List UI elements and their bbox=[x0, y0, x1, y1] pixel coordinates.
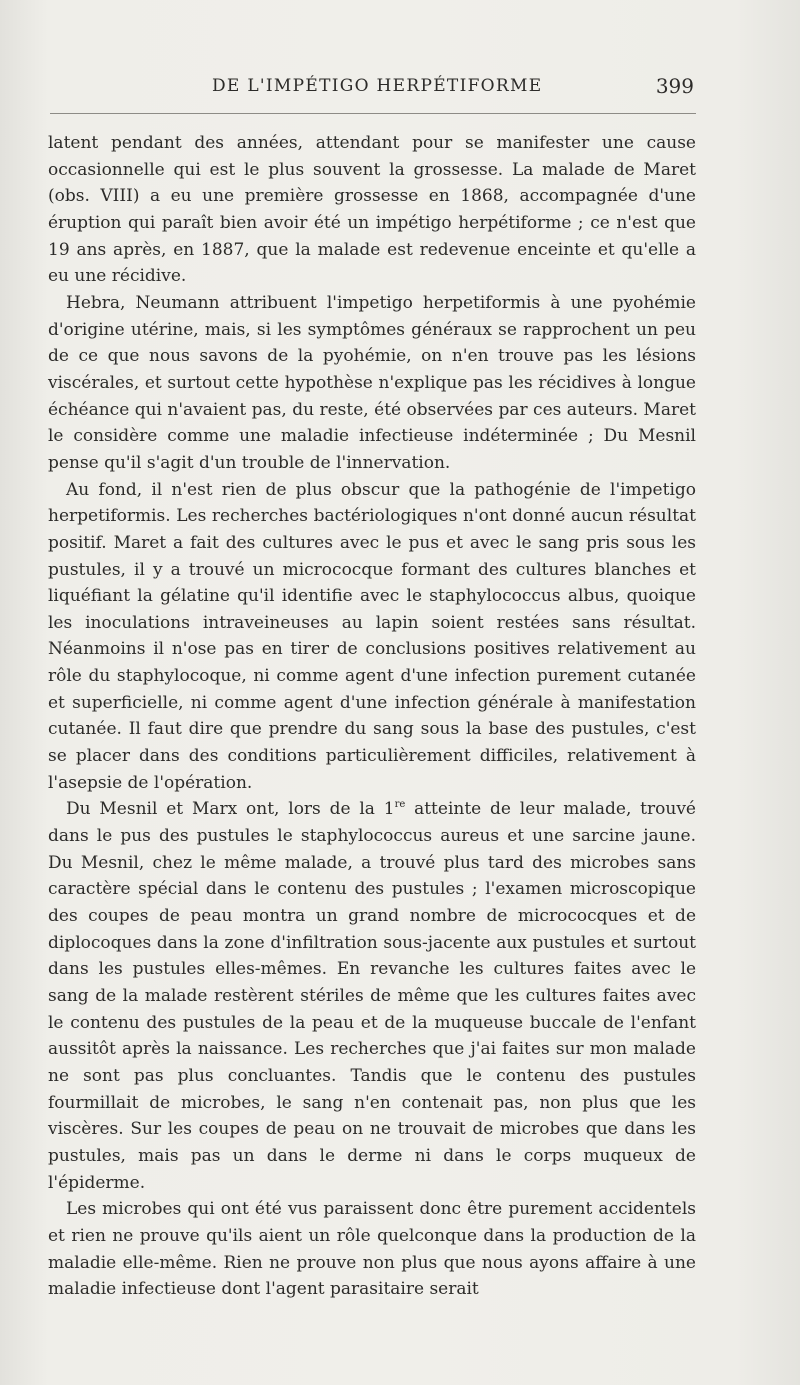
paragraph-2: Hebra, Neumann attribuent l'impetigo herpetiformis à une pyohémie d'origine utérine, mais, si les symptômes généraux se rapprochent un peu de ce que nous savons de la pyohémie, on n'en trouve pas les lésions viscérales, et surtout cette hypothèse n'explique pas les récidives à longue échéance qui n'avaient pas, du reste, été observées par ces auteurs. Maret le considère comme une maladie infectieuse indéterminée ; Du Mesnil pense qu'il s'agit d'un trouble de l'innervation. bbox=[48, 292, 696, 473]
header-rule bbox=[50, 113, 696, 114]
paragraph-3: Au fond, il n'est rien de plus obscur que la pathogénie de l'impetigo herpetiformis. Les recherches bactériologiques n'ont donné aucun résultat positif. Maret a fait des cultures avec le pus et avec le sang pris sous les pustules, il y a trouvé un micrococque formant des cultures blanches et liquéfiant la gélatine qu'il identifie avec le staphylococcus albus, quoique les inoculations intraveineuses au lapin soient restées sans résultat. Néanmoins il n'ose pas en tirer de conclusions positives relativement au rôle du staphylocoque, ni comme agent d'une infection purement cutanée et superficielle, ni comme agent d'une infection générale à manifestation cutanée. Il faut dire que prendre du sang sous la base des pustules, c'est se placer dans des conditions particulièrement difficiles, relativement à l'asepsie de l'opération. bbox=[48, 479, 696, 793]
page-header bbox=[48, 74, 694, 104]
ordinal-superscript: re bbox=[394, 799, 406, 811]
paragraph-5: Les microbes qui ont été vus paraissent donc être purement accidentels et rien ne prouve qu'ils aient un rôle quelconque dans la production de la maladie elle-même. Rien ne prouve non plus que nous ayons affaire à une maladie infectieuse dont l'agent parasitaire serait bbox=[48, 1199, 696, 1300]
running-title: DE L'IMPÉTIGO HERPÉTIFORME bbox=[212, 76, 543, 96]
body-text bbox=[48, 130, 696, 1303]
paragraph-1: latent pendant des années, attendant pour se manifester une cause occasionnelle qui est le plus souvent la grossesse. La malade de Maret (obs. VIII) a eu une première grossesse en 1868, accompagnée d'une éruption qui paraît bien avoir été un impétigo herpétiforme ; ce n'est que 19 ans après, en 1887, que la malade est redevenue enceinte et qu'elle a eu une récidive. bbox=[48, 133, 696, 287]
page-number: 399 bbox=[655, 74, 694, 98]
paragraph-4: Du Mesnil et Marx ont, lors de la 1re atteinte de leur malade, trouvé dans le pus des pustules le staphylococcus aureus et une sarcine jaune. Du Mesnil, chez le même malade, a trouvé plus tard des microbes sans caractère spécial dans le contenu des pustules ; l'examen microscopique des coupes de peau montra un grand nombre de micrococques et de diplocoques dans la zone d'infiltration sous-jacente aux pustules et surtout dans les pustules elles-mêmes. En revanche les cultures faites avec le sang de la malade restèrent stériles de même que les cultures faites avec le contenu des pustules de la peau et de la muqueuse buccale de l'enfant aussitôt après la naissance. Les recherches que j'ai faites sur mon malade ne sont pas plus concluantes. Tandis que le contenu des pustules fourmillait de microbes, le sang n'en contenait pas, non plus que les viscères. Sur les coupes de peau on ne trouvait de microbes que dans les pustules, mais pas un dans le derme ni dans le corps muqueux de l'épiderme. bbox=[48, 799, 696, 1193]
